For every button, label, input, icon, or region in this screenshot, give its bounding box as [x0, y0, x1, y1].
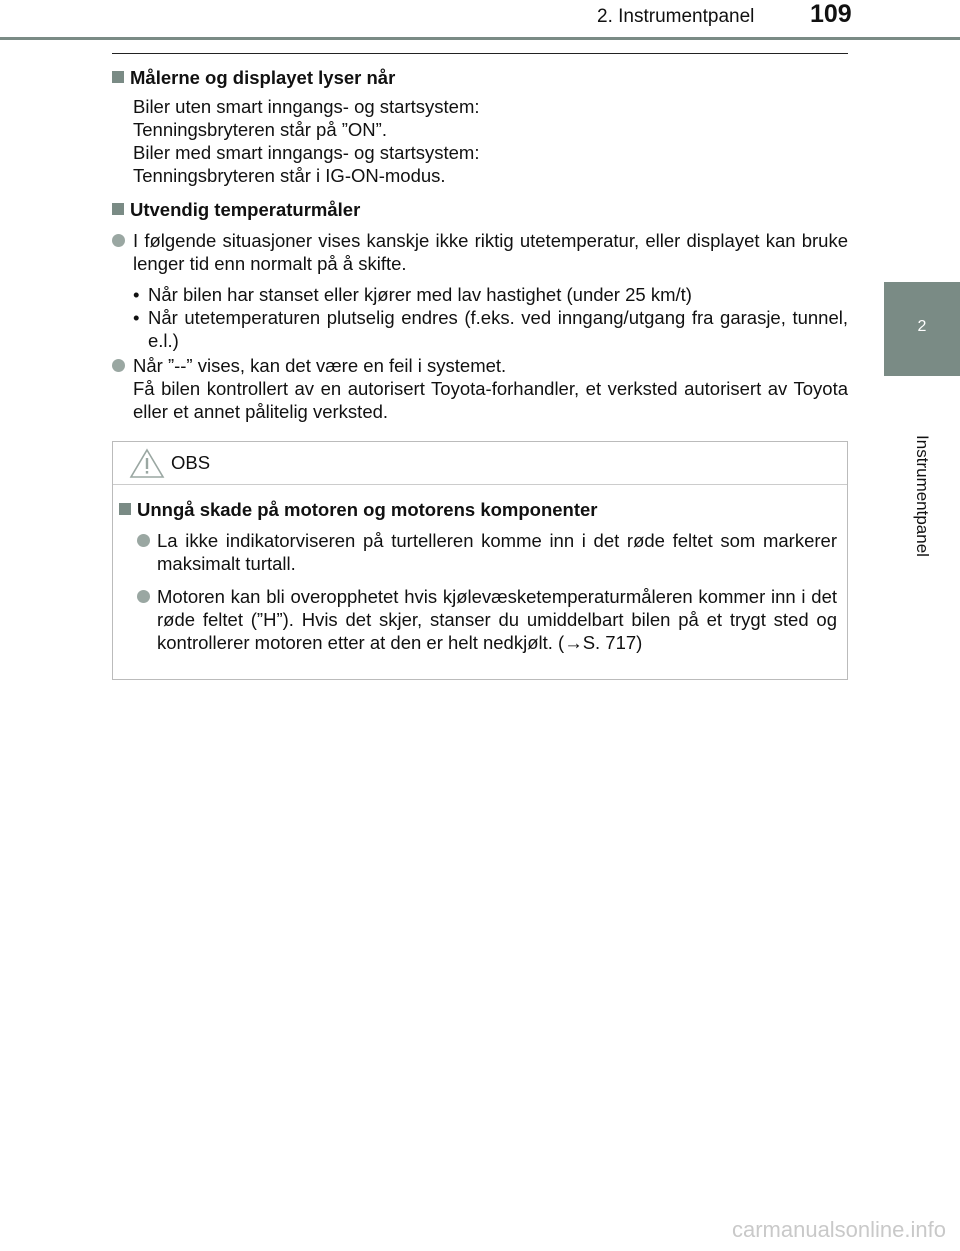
body-line: Tenningsbryteren står i IG-ON-modus.: [133, 165, 446, 186]
list-item: [113, 585, 847, 654]
list-item-text: Få bilen kontrollert av en autorisert Toyota-forhandler, et verksted autorisert av Toyota eller et annet pålitelig verksted.: [133, 378, 848, 422]
list-item-text: Motoren kan bli overopphetet hvis kjølevæsketemperaturmåleren kommer inn i det røde feltet (”H”). Hvis det skjer, stanser du umiddelbart bilen på et trygt sted og kontrollerer motoren etter at den er helt nedkjølt. (→S. 717): [157, 586, 837, 653]
page-number: 109: [810, 0, 852, 28]
circle-bullet-icon: [137, 534, 150, 547]
header-rule: [0, 37, 960, 40]
caution-box: [112, 441, 848, 680]
chapter-side-label-text: Instrumentpanel: [913, 435, 932, 557]
section-gauges-light: [112, 66, 848, 187]
circle-bullet-icon: [112, 359, 125, 372]
caution-heading-text: Unngå skade på motoren og motorens komponenter: [137, 499, 598, 520]
sub-bullet-item: [112, 306, 848, 352]
list-item: [112, 229, 848, 275]
list-item: [113, 529, 847, 575]
section-heading: [112, 66, 848, 89]
body-line: Tenningsbryteren står på ”ON”.: [133, 119, 387, 140]
body-line: Biler med smart inngangs- og startsystem:: [133, 142, 480, 163]
square-bullet-icon: [119, 503, 131, 515]
section-heading-text: Målerne og displayet lyser når: [130, 67, 396, 88]
circle-bullet-icon: [112, 234, 125, 247]
list-item-text: La ikke indikatorviseren på turtelleren komme inn i det røde feltet som markerer maksimalt turtall.: [157, 530, 837, 574]
section-heading-text: Utvendig temperaturmåler: [130, 199, 361, 220]
page-header: [0, 0, 960, 40]
content-top-rule: [112, 53, 848, 54]
square-bullet-icon: [112, 203, 124, 215]
bullet-dot: •: [133, 307, 140, 328]
sub-bullet-text: Når bilen har stanset eller kjører med lav hastighet (under 25 km/t): [148, 284, 692, 305]
chapter-side-label: [884, 376, 960, 606]
caution-heading: [113, 498, 847, 521]
circle-bullet-icon: [137, 590, 150, 603]
sub-bullet-text: Når utetemperaturen plutselig endres (f.eks. ved inngang/utgang fra garasje, tunnel, e.l.): [148, 307, 848, 351]
chapter-tab: [884, 282, 960, 376]
list-item-text: I følgende situasjoner vises kanskje ikke riktig utetemperatur, eller displayet kan bruke lenger tid enn normalt på å skifte.: [133, 230, 848, 274]
list-item: [112, 354, 848, 423]
caution-header: [113, 442, 847, 485]
section-outside-temp: [112, 198, 848, 423]
bullet-dot: •: [133, 284, 140, 305]
footer-watermark: carmanualsonline.info: [731, 1217, 946, 1242]
warning-triangle-icon: [129, 448, 165, 479]
square-bullet-icon: [112, 71, 124, 83]
sub-bullet-item: [112, 283, 848, 306]
caution-title: OBS: [171, 452, 211, 473]
header-section-title: 2. Instrumentpanel: [597, 6, 755, 27]
section-body: [112, 95, 848, 187]
chapter-tab-number: 2: [917, 318, 927, 335]
section-heading: [112, 198, 848, 221]
sub-bullet-list: [112, 283, 848, 352]
body-line: Biler uten smart inngangs- og startsystem:: [133, 96, 480, 117]
list-item-text: Når ”--” vises, kan det være en feil i systemet.: [133, 355, 507, 376]
caution-body: [113, 498, 847, 654]
